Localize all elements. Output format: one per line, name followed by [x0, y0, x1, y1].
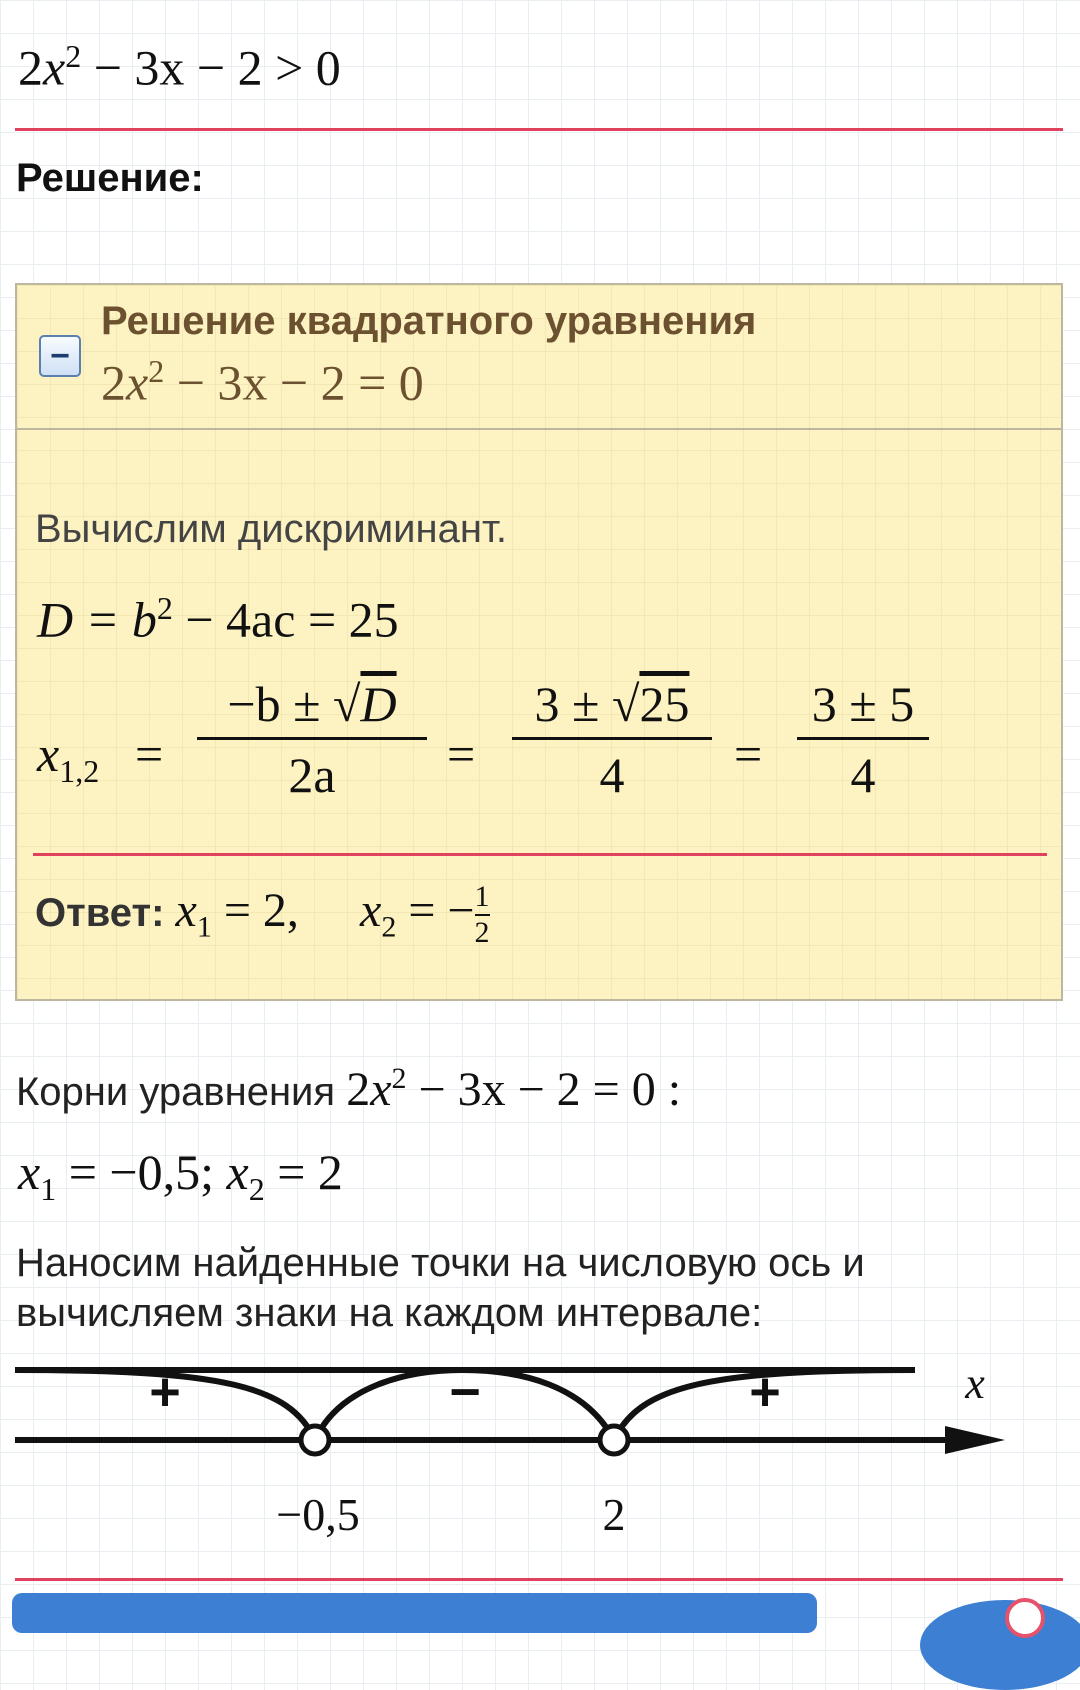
point-open-1 [301, 1426, 329, 1454]
point-open-2 [600, 1426, 628, 1454]
answer-divider [33, 853, 1047, 856]
rv-x2-val: = 2 [264, 1144, 343, 1200]
fraction-denominator: 4 [850, 747, 876, 803]
answer-fraction [475, 882, 490, 948]
roots-text-equation [346, 1063, 681, 1116]
rv-x1-val: = −0,5; [56, 1144, 227, 1200]
point-label-1: −0,5 [276, 1489, 360, 1540]
rt-var: x [370, 1063, 392, 1116]
ineq-power: 2 [65, 38, 82, 74]
equals-sign: = [734, 726, 763, 782]
answer [35, 882, 490, 948]
num-prefix: −b ± √ [227, 676, 361, 732]
x1-sub: 1 [196, 910, 212, 944]
rt-power: 2 [391, 1062, 407, 1095]
quadratic-box-title: Решение квадратного уравнения [101, 299, 757, 343]
roots-lhs-var: x [37, 726, 60, 782]
eq-coef: 2 [101, 354, 126, 411]
eq-power: 2 [148, 353, 165, 389]
fraction-numerator: 3 ± 5 [811, 676, 915, 732]
x1-var: x [175, 884, 197, 938]
equals-sign: = [447, 726, 476, 782]
num-radicand: D [360, 676, 397, 732]
frac-den: 2 [474, 916, 490, 949]
x2-sub: 2 [381, 910, 397, 944]
roots-text [16, 1062, 681, 1117]
num-radicand: 25 [639, 676, 690, 732]
rv-x1: x [18, 1144, 41, 1200]
sign-left: + [149, 1362, 181, 1422]
fraction-numerator [512, 675, 712, 737]
rt-rest: − 3x − 2 = 0 : [406, 1063, 682, 1116]
roots-text-prefix: Корни уравнения [16, 1070, 347, 1114]
roots-values [18, 1143, 343, 1208]
eq-rest: − 3x − 2 = 0 [164, 354, 424, 411]
rv-x1-sub: 1 [40, 1171, 57, 1207]
discriminant-formula [37, 590, 399, 649]
top-divider [15, 128, 1063, 131]
disc-power: 2 [156, 590, 173, 626]
fraction-denominator: 4 [599, 747, 625, 803]
axis-arrow [945, 1426, 1005, 1454]
fraction-substituted [512, 675, 712, 804]
bottom-action-button[interactable] [12, 1593, 817, 1633]
roots-formula [37, 675, 1037, 825]
sign-right: + [749, 1362, 781, 1422]
answer-label: Ответ: [35, 891, 165, 936]
fraction-denominator: 2a [288, 747, 336, 803]
collapse-button[interactable]: − [39, 335, 81, 377]
quadratic-equation [101, 353, 424, 412]
fraction-general [197, 675, 427, 804]
answer-x1 [175, 884, 299, 944]
disc-rest: − 4ac = 25 [172, 591, 399, 648]
quadratic-box-header[interactable] [17, 285, 1061, 430]
eq-var: x [126, 354, 149, 411]
ineq-rest: − 3x − 2 > 0 [81, 39, 341, 96]
ineq-coef: 2 [18, 39, 43, 96]
discriminant-text: Вычислим дискриминант. [35, 507, 507, 551]
quadratic-solution-box [15, 283, 1063, 1001]
answer-x2 [360, 880, 490, 949]
fraction-numerator [197, 675, 427, 737]
solution-label: Решение: [16, 156, 204, 200]
num-prefix: 3 ± √ [534, 676, 640, 732]
fraction-simplified [797, 675, 929, 804]
notification-badge [1005, 1598, 1045, 1638]
number-line [0, 1360, 1080, 1550]
floating-action-button[interactable] [920, 1600, 1080, 1690]
sign-middle: − [449, 1362, 481, 1422]
x2-var: x [360, 884, 382, 938]
plot-instruction-text: Наносим найденные точки на числовую ось и вычисляем знаки на каждом интервале: [16, 1241, 865, 1335]
bottom-divider [15, 1578, 1063, 1581]
rv-x2: x [226, 1144, 249, 1200]
axis-label: x [965, 1360, 985, 1408]
point-label-2: 2 [602, 1489, 626, 1540]
frac-num: 1 [474, 880, 490, 913]
x1-value: = 2, [211, 884, 299, 938]
problem-inequality [18, 38, 341, 97]
roots-lhs-sub: 1,2 [59, 753, 100, 789]
disc-lhs: D = b [37, 591, 157, 648]
roots-lhs [37, 725, 99, 790]
rt-coef: 2 [346, 1063, 371, 1116]
rv-x2-sub: 2 [248, 1171, 265, 1207]
ineq-var: x [43, 39, 66, 96]
x2-value: = − [396, 884, 475, 938]
equals-sign: = [135, 726, 164, 782]
